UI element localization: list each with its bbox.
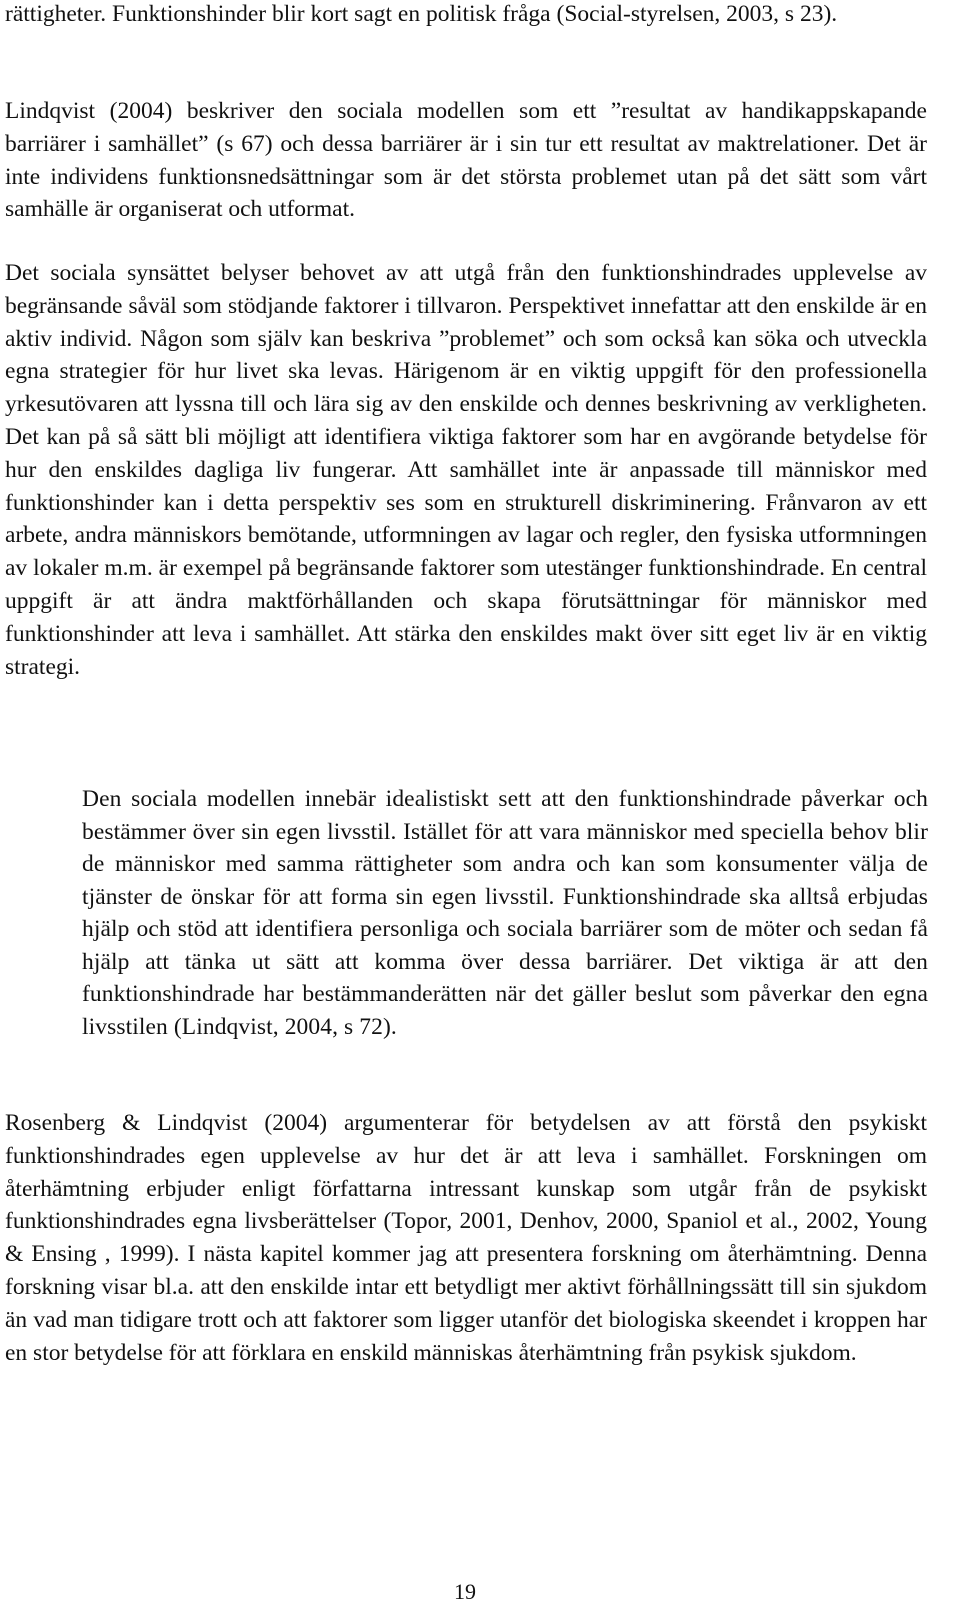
page-number: 19	[454, 1579, 476, 1604]
paragraph-lindqvist-social-model: Lindqvist (2004) beskriver den sociala modellen som ett ”resultat av handikappskapande barriärer i samhället” (s 67) och dessa barriärer är i sin tur ett resultat av maktrelationer. Det är inte individens funktionsnedsättningar som är det största problemet utan på det sätt som vårt samhälle är organiserat och utformat.	[5, 98, 927, 223]
paragraph-continuation: rättigheter. Funktionshinder blir kort sagt en politisk fråga (Social-styrelsen, 2003, s 23).	[5, 1, 838, 27]
block-quote: Den sociala modellen innebär idealistiskt sett att den funktionshindrade påverkar och bestämmer över sin egen livsstil. Istället för att vara människor med speciella behov blir de människor med samma rättigheter som andra och kan som konsumenter välja de tjänster de önskar för att forma sin egen livsstil. Funktionshindrade ska alltså erbjudas hjälp och stöd att identifiera personliga och sociala barriärer som de möter och sedan få hjälp att tänka ut sätt att komma över dessa barriärer. Det viktiga är att den funktionshindrade har bestämmanderätten när det gäller beslut som påverkar den egna livsstilen (Lindqvist, 2004, s 72).	[82, 786, 928, 1040]
paragraph-rosenberg-lindqvist: Rosenberg & Lindqvist (2004) argumenterar för betydelsen av att förstå den psykiskt funktionshindrades egen upplevelse av hur det är att leva i samhället. Forskningen om återhämtning erbjuder enligt författarna intressant kunskap som utgår från de psykiskt funktionshindrades egna livsberättelser (Topor, 2001, Denhov, 2000, Spaniol et al., 2002, Young & Ensing , 1999). I nästa kapitel kommer jag att presentera forskning om återhämtning. Denna forskning visar bl.a. att den enskilde intar ett betydligt mer aktivt förhållningssätt till sin sjukdom än vad man tidigare trott och att faktorer som ligger utanför det biologiska skeendet i kroppen har en stor betydelse för att förklara en enskild människas återhämtning från psykisk sjukdom.	[5, 1110, 927, 1366]
paragraph-social-perspective: Det sociala synsättet belyser behovet av att utgå från den funktionshindrades upplevelse av begränsande såväl som stödjande faktorer i tillvaron. Perspektivet innefattar att den enskilde är en aktiv individ. Någon som själv kan beskriva ”problemet” och som också kan söka och utveckla egna strategier för hur livet ska levas. Härigenom är en viktig uppgift för den professionella yrkesutövaren att lyssna till och lära sig av den enskilde och dennes beskrivning av verkligheten. Det kan på så sätt bli möjligt att identifiera viktiga faktorer som har en avgörande betydelse för hur den enskildes dagliga liv fungerar. Att samhället inte är anpassade till människor med funktionshinder kan i detta perspektiv ses som en strukturell diskriminering. Frånvaron av ett arbete, andra människors bemötande, utformningen av lagar och regler, den fysiska utformningen av lokaler m.m. är exempel på begränsande faktorer som utestänger funktionshindrade. En central uppgift är att ändra maktförhållanden och skapa förutsättningar för människor med funktionshinder att leva i samhället. Att stärka den enskildes makt över sitt eget liv är en viktig strategi.	[5, 260, 927, 680]
